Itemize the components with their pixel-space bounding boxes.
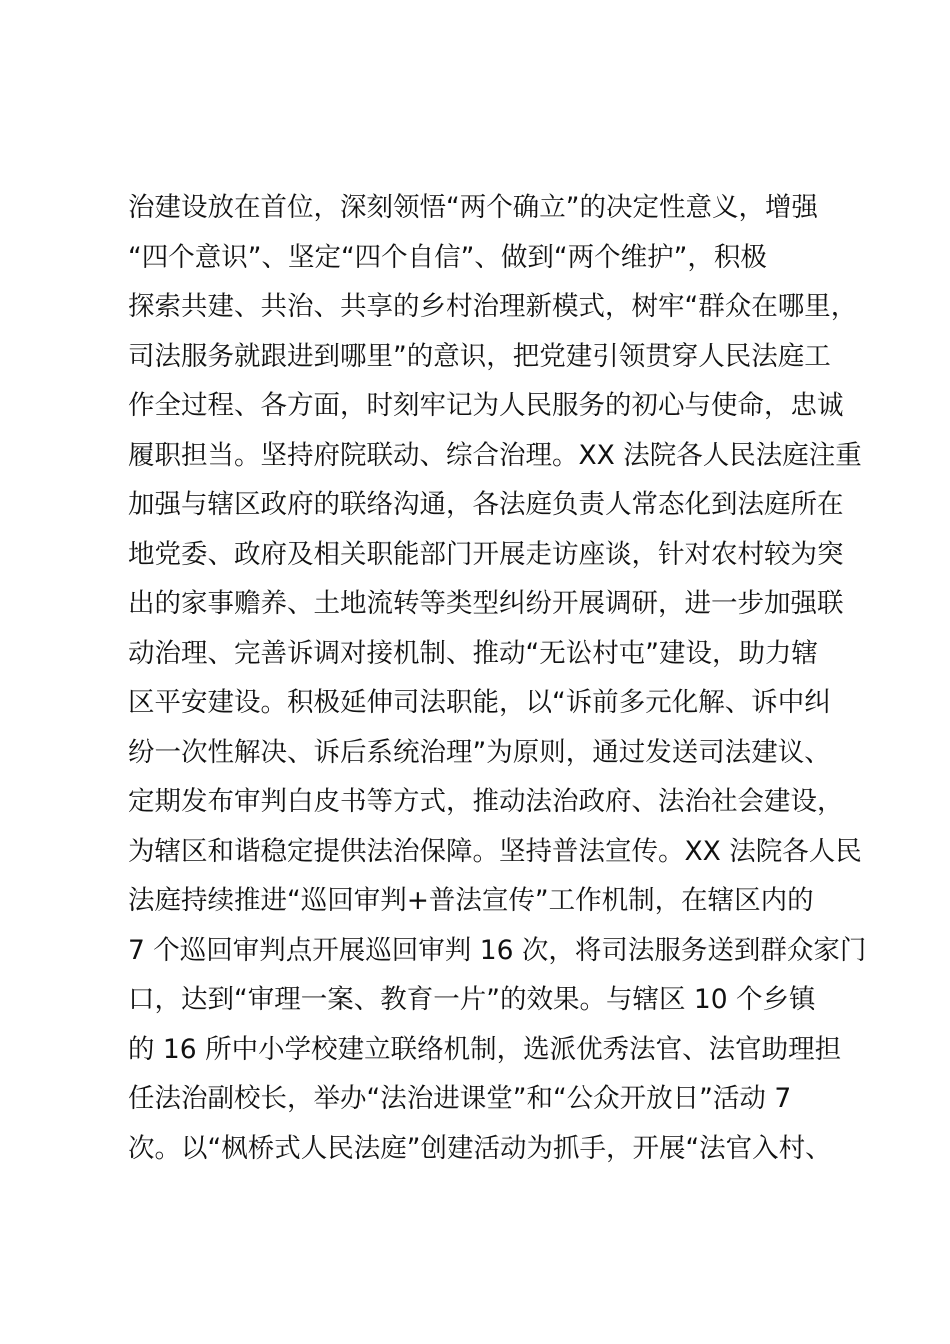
- text-line: 动治理、完善诉调对接机制、推动“无讼村屯”建设，助力辖: [128, 637, 818, 669]
- text-line: 为辖区和谐稳定提供法治保障。坚持普法宣传。XX 法院各人民: [128, 835, 862, 867]
- text-line: 地党委、政府及相关职能部门开展走访座谈，针对农村较为突: [128, 538, 844, 570]
- text-line: 法庭持续推进“巡回审判+普法宣传”工作机制，在辖区内的: [128, 885, 814, 916]
- text-line: 的 16 所中小学校建立联络机制，选派优秀法官、法官助理担: [128, 1033, 842, 1065]
- text-line: 治建设放在首位，深刻领悟“两个确立”的决定性意义，增强: [128, 192, 818, 223]
- text-line: 司法服务就跟进到哪里”的意识，把党建引领贯穿人民法庭工: [128, 340, 831, 372]
- text-line: 出的家事赡养、土地流转等类型纠纷开展调研，进一步加强联: [128, 588, 844, 619]
- text-line: 履职担当。坚持府院联动、综合治理。XX 法院各人民法庭注重: [128, 439, 862, 471]
- text-line: “四个意识”、坚定“四个自信”、做到“两个维护”，积极: [128, 241, 767, 273]
- text-line: 作全过程、各方面，时刻牢记为人民服务的初心与使命，忠诚: [128, 390, 844, 421]
- body-text: [128, 183, 867, 1173]
- text-line: 纷一次性解决、诉后系统治理”为原则，通过发送司法建议、: [128, 736, 831, 768]
- text-line: 区平安建设。积极延伸司法职能，以“诉前多元化解、诉中纠: [128, 687, 831, 718]
- text-line: 口，达到“审理一案、教育一片”的效果。与辖区 10 个乡镇: [128, 984, 816, 1015]
- text-line: 定期发布审判白皮书等方式，推动法治政府、法治社会建设，: [128, 786, 844, 817]
- text-line: 次。以“枫桥式人民法庭”创建活动为抓手，开展“法官入村、: [128, 1132, 832, 1164]
- text-line: 探索共建、共治、共享的乡村治理新模式，树牢“群众在哪里，: [128, 291, 858, 322]
- text-line: 任法治副校长，举办“法治进课堂”和“公众开放日”活动 7: [128, 1083, 792, 1114]
- text-line: 加强与辖区政府的联络沟通，各法庭负责人常态化到法庭所在: [128, 489, 844, 520]
- text-line: 7 个巡回审判点开展巡回审判 16 次，将司法服务送到群众家门: [128, 934, 867, 966]
